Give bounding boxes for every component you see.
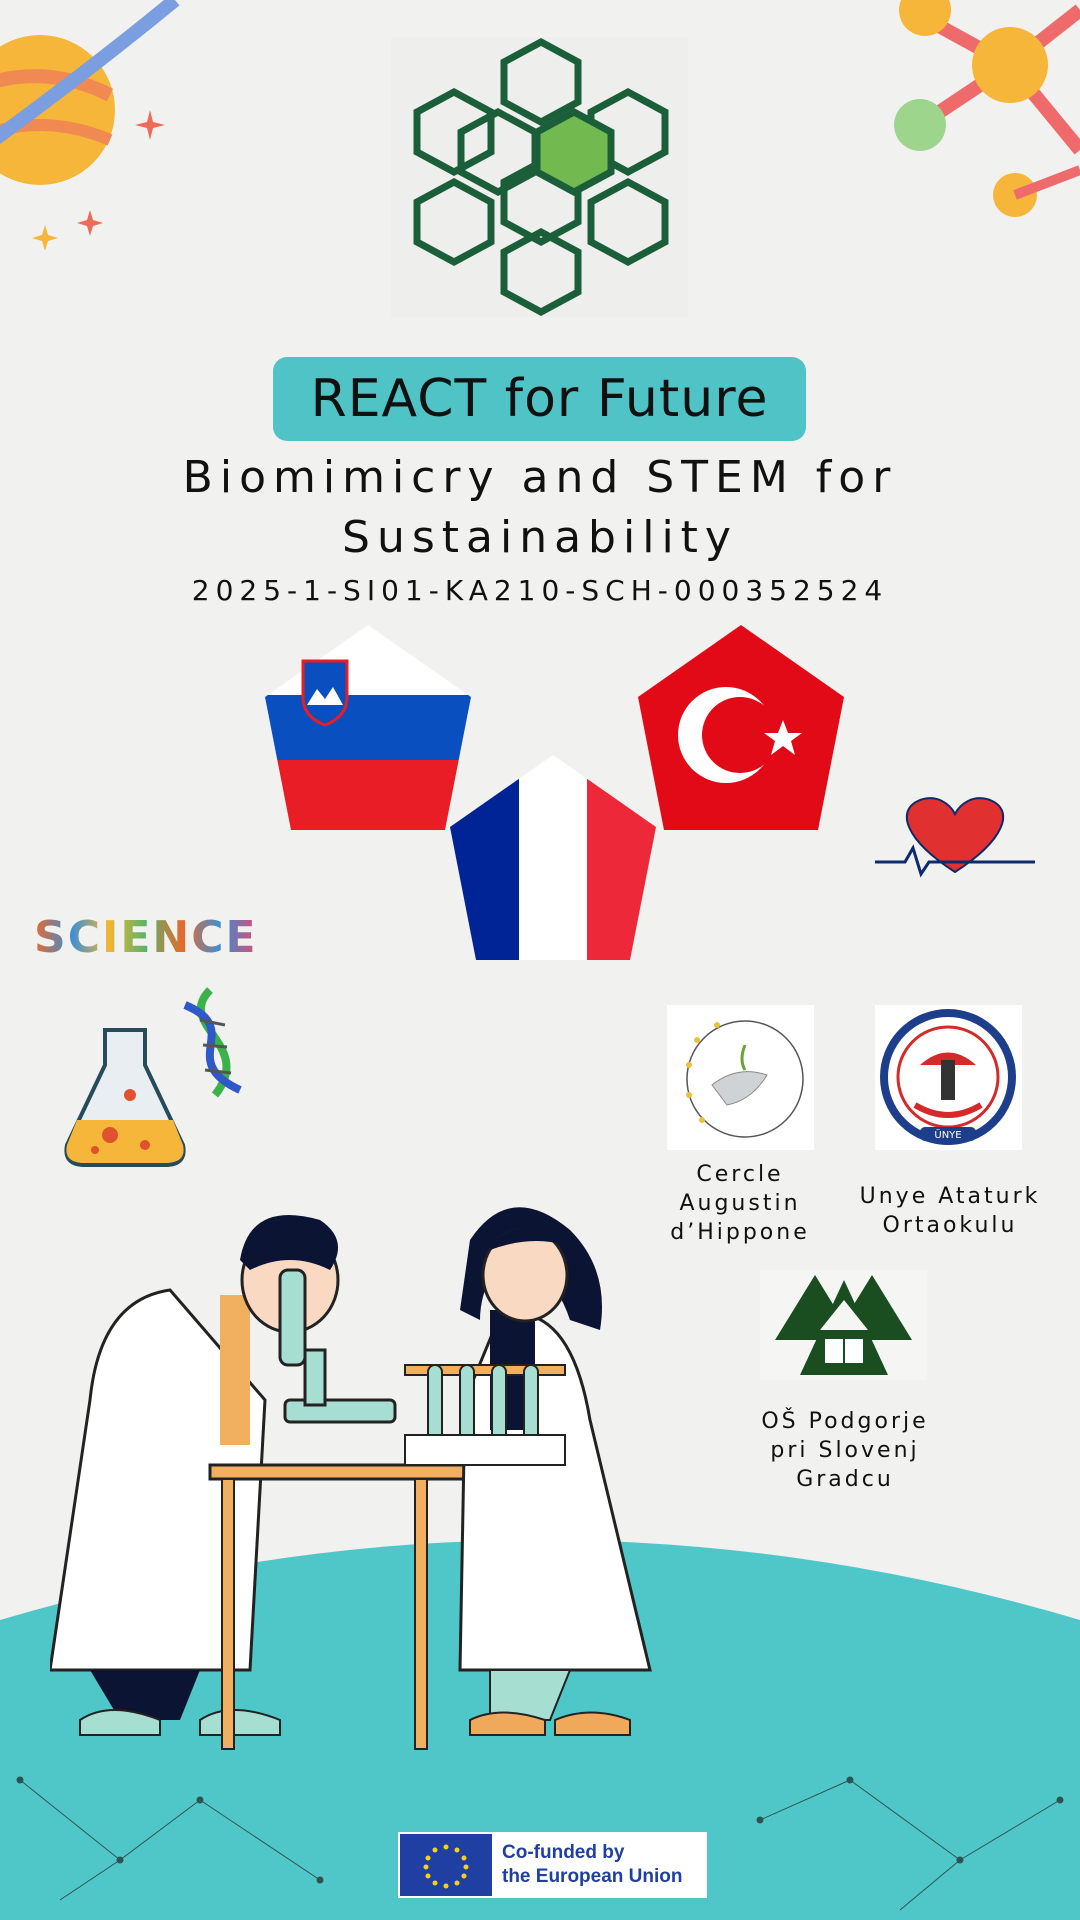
slovenia-flag-icon <box>265 625 471 830</box>
scientists-illustration <box>50 1200 660 1770</box>
planet-icon <box>0 0 190 250</box>
page-title: REACT for Future <box>310 369 769 429</box>
subtitle-line-2: Sustainability <box>342 512 738 563</box>
subtitle <box>90 448 990 568</box>
turkey-flag-icon <box>638 625 844 830</box>
partner-logo-cercle <box>667 1005 814 1150</box>
svg-text:ÜNYE: ÜNYE <box>934 1130 962 1141</box>
science-word-art <box>34 912 258 963</box>
ataturk-school-logo-icon <box>875 1005 1022 1150</box>
partner-label-podgorje: OŠ Podgorje pri Slovenj Gradcu <box>761 1409 929 1492</box>
flask-dna-icon <box>55 985 255 1170</box>
pine-trees-book-logo-icon <box>760 1270 927 1380</box>
project-code: 2025-1-SI01-KA210-SCH-000352524 <box>191 574 889 607</box>
eu-cofunded-text: Co-funded by the European Union <box>502 1842 683 1887</box>
heartbeat-icon <box>875 790 1035 880</box>
eu-flag-icon <box>400 1834 492 1896</box>
react-hexagon-logo <box>391 37 688 317</box>
eu-cofunded-badge <box>398 1832 707 1898</box>
partner-label-unye: Unye Ataturk Ortaokulu <box>859 1184 1041 1238</box>
partner-logo-unye <box>875 1005 1022 1150</box>
partner-logo-podgorje <box>760 1270 927 1380</box>
subtitle-line-1: Biomimicry and STEM for <box>182 452 898 503</box>
france-flag-icon <box>450 755 656 960</box>
partner-label-cercle: Cercle Augustin d’Hippone <box>670 1162 810 1245</box>
dove-logo-icon <box>667 1005 814 1150</box>
title-banner <box>273 357 806 441</box>
molecule-icon <box>880 0 1080 230</box>
science-word-text: SCIENCE <box>34 912 258 963</box>
